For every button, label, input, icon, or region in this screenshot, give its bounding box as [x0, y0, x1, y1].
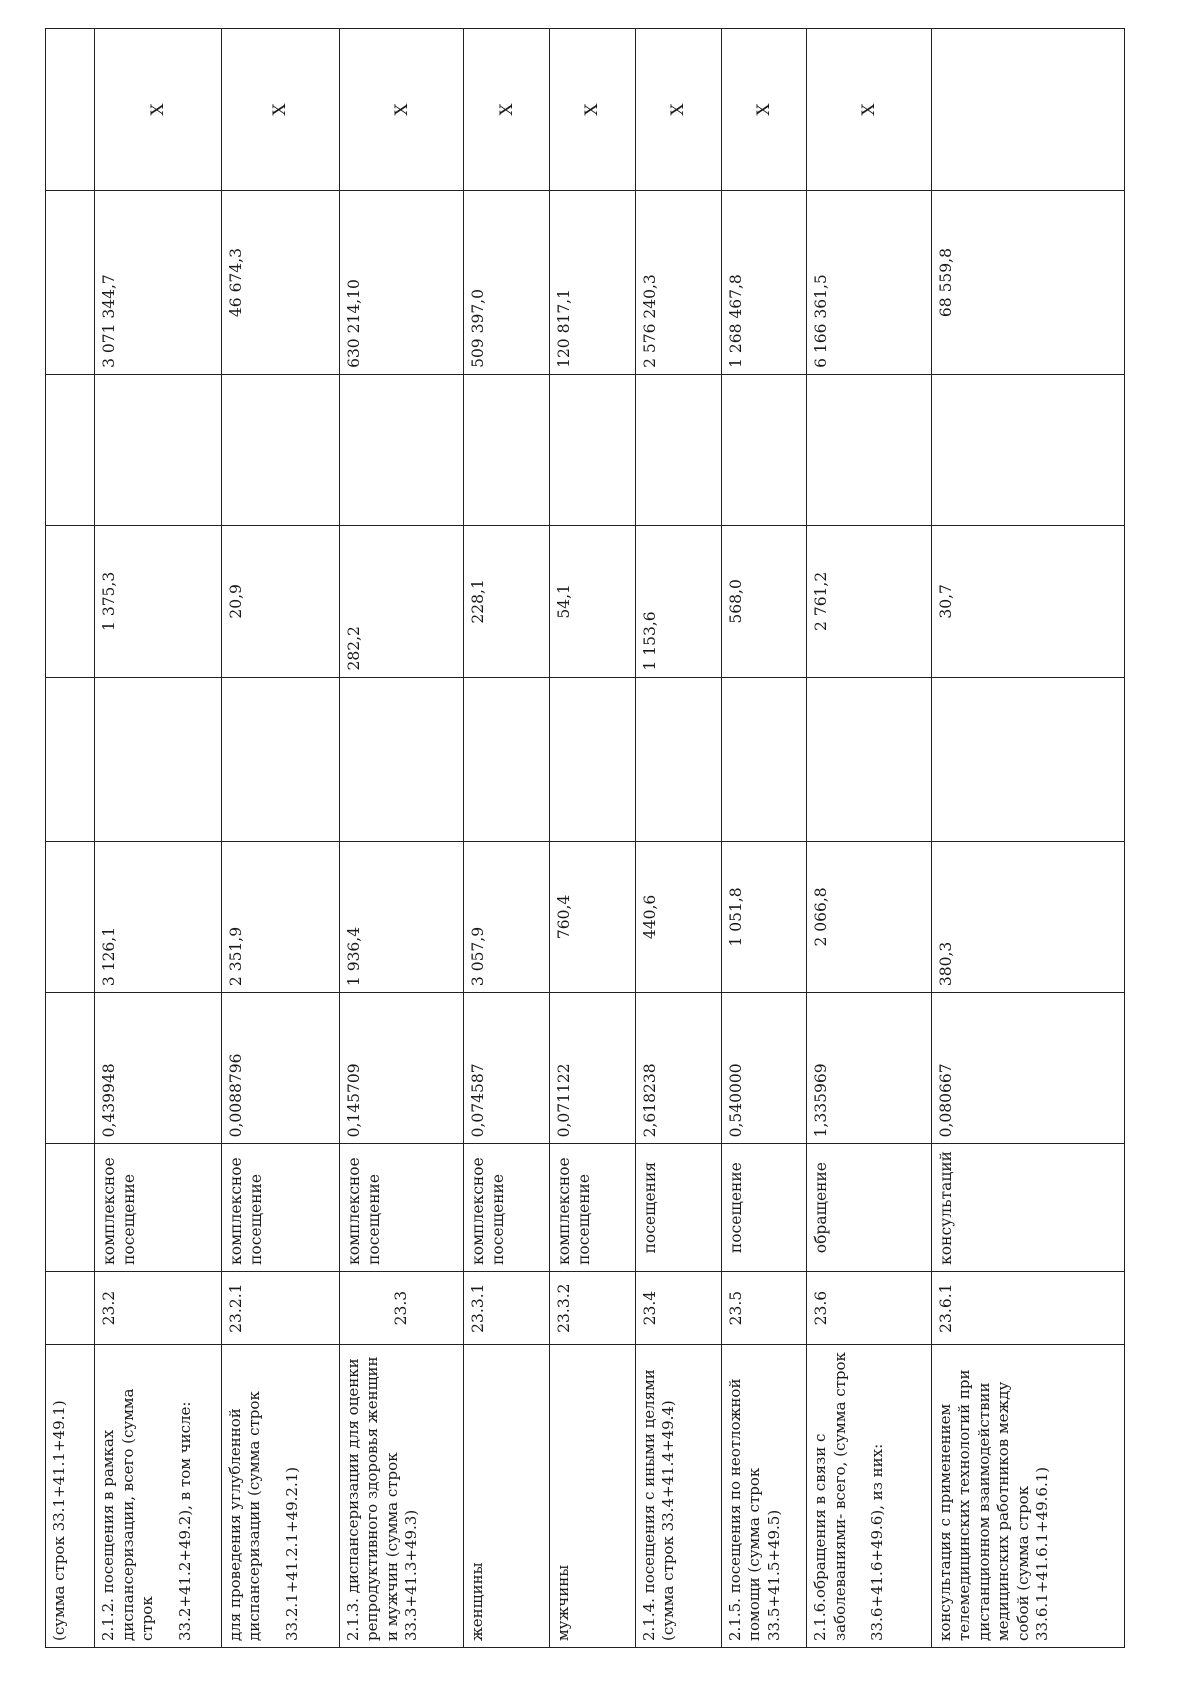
- row-cost: 2 066,8: [807, 841, 931, 992]
- row-norm: 0,080667: [931, 993, 1124, 1144]
- row-unit: комплексное посещение: [464, 1144, 550, 1272]
- row-total: 630 214,10: [339, 191, 463, 375]
- row-total: 2 576 240,3: [635, 191, 721, 375]
- row-c8: [550, 374, 636, 525]
- row-code: 23.3: [339, 1271, 463, 1344]
- row-c8: [807, 374, 931, 525]
- row-total: 46 674,3: [221, 191, 339, 375]
- table-row: [46, 29, 95, 1648]
- rotated-page: [45, 28, 1125, 1648]
- row-name: 2.1.2. посещения в рамках диспансеризации, всего (сумма строк 33.2+41.2+49.2), в том числе:: [95, 1345, 222, 1648]
- row-mark: [931, 29, 1124, 191]
- row-norm: 0,439948: [95, 993, 222, 1144]
- row-fin: 54,1: [550, 526, 636, 677]
- row-fin: 228,1: [464, 526, 550, 677]
- row-mark: X: [339, 29, 463, 191]
- row-code: 23.3.1: [464, 1271, 550, 1344]
- row-total: 3 071 344,7: [95, 191, 222, 375]
- row-cost: 380,3: [931, 841, 1124, 992]
- row-name: 2.1.6.обращения в связи с заболеваниями- всего, (сумма строк 33.6+41.6+49.6), из них:: [807, 1345, 931, 1648]
- row-mark: X: [721, 29, 807, 191]
- row-fin: 2 761,2: [807, 526, 931, 677]
- row-cost: 760,4: [550, 841, 636, 992]
- row-total: 1 268 467,8: [721, 191, 807, 375]
- row-c6: [221, 677, 339, 841]
- row-code: 23.2.1: [221, 1271, 339, 1344]
- row-c8: [95, 374, 222, 525]
- table-row: [95, 29, 222, 1648]
- row-c8: [464, 374, 550, 525]
- row-unit: посещения: [635, 1144, 721, 1272]
- row-cost: 2 351,9: [221, 841, 339, 992]
- row-norm: 0,540000: [721, 993, 807, 1144]
- row-cost: 1 051,8: [721, 841, 807, 992]
- row-mark: X: [550, 29, 636, 191]
- row-name: для проведения углубленной диспансеризации (сумма строк 33.2.1+41.2.1+49.2.1): [221, 1345, 339, 1648]
- row-c6: [46, 677, 95, 841]
- row-c6: [635, 677, 721, 841]
- table-row: [464, 29, 550, 1648]
- row-code: 23.6: [807, 1271, 931, 1344]
- row-fin: 20,9: [221, 526, 339, 677]
- row-name: мужчины: [550, 1345, 636, 1648]
- row-norm: 0,145709: [339, 993, 463, 1144]
- row-total: 120 817,1: [550, 191, 636, 375]
- row-fin: 30,7: [931, 526, 1124, 677]
- row-total: 68 559,8: [931, 191, 1124, 375]
- row-norm: 0,0088796: [221, 993, 339, 1144]
- table-row: [635, 29, 721, 1648]
- row-fin: 568,0: [721, 526, 807, 677]
- row-unit: [46, 1144, 95, 1272]
- row-cost: 3 126,1: [95, 841, 222, 992]
- row-c6: [807, 677, 931, 841]
- row-fin: [46, 526, 95, 677]
- row-cost: 3 057,9: [464, 841, 550, 992]
- row-fin: 1 153,6: [635, 526, 721, 677]
- row-code: 23.5: [721, 1271, 807, 1344]
- row-mark: X: [807, 29, 931, 191]
- row-fin: 282,2: [339, 526, 463, 677]
- row-cost: 1 936,4: [339, 841, 463, 992]
- row-mark: X: [221, 29, 339, 191]
- row-cost: 440,6: [635, 841, 721, 992]
- row-name: (сумма строк 33.1+41.1+49.1): [46, 1345, 95, 1648]
- row-total: 6 166 361,5: [807, 191, 931, 375]
- row-c8: [339, 374, 463, 525]
- row-c6: [550, 677, 636, 841]
- row-c6: [95, 677, 222, 841]
- row-norm: 1,335969: [807, 993, 931, 1144]
- row-code: 23.2: [95, 1271, 222, 1344]
- row-unit: комплексное посещение: [221, 1144, 339, 1272]
- row-c6: [931, 677, 1124, 841]
- table-row: [221, 29, 339, 1648]
- table-row: [339, 29, 463, 1648]
- row-c8: [721, 374, 807, 525]
- row-unit: комплексное посещение: [339, 1144, 463, 1272]
- row-total: 509 397,0: [464, 191, 550, 375]
- row-code: 23.6.1: [931, 1271, 1124, 1344]
- row-name: женщины: [464, 1345, 550, 1648]
- row-mark: [46, 29, 95, 191]
- row-mark: X: [95, 29, 222, 191]
- row-name: 2.1.4. посещения с иными целями (сумма строк 33.4+41.4+49.4): [635, 1345, 721, 1648]
- row-c6: [464, 677, 550, 841]
- row-unit: комплексное посещение: [95, 1144, 222, 1272]
- row-name: консультация с применением телемедицинских технологий при дистанционном взаимодействии медицинских работников между собой (сумма строк 33.6.1+41.6.1+49.6.1): [931, 1345, 1124, 1648]
- row-code: 23.4: [635, 1271, 721, 1344]
- row-code: 23.3.2: [550, 1271, 636, 1344]
- table-row: [807, 29, 931, 1648]
- row-norm: 0,074587: [464, 993, 550, 1144]
- row-name: 2.1.3. диспансеризации для оценки репродуктивного здоровья женщин и мужчин (сумма строк 33.3+41.3+49.3): [339, 1345, 463, 1648]
- table-row: [931, 29, 1124, 1648]
- row-unit: посещение: [721, 1144, 807, 1272]
- row-unit: комплексное посещение: [550, 1144, 636, 1272]
- row-name: 2.1.5. посещения по неотложной помощи (сумма строк 33.5+41.5+49.5): [721, 1345, 807, 1648]
- row-unit: обращение: [807, 1144, 931, 1272]
- row-c6: [339, 677, 463, 841]
- row-mark: X: [464, 29, 550, 191]
- row-norm: 0,071122: [550, 993, 636, 1144]
- row-c8: [221, 374, 339, 525]
- row-norm: [46, 993, 95, 1144]
- table-row: [721, 29, 807, 1648]
- row-c8: [931, 374, 1124, 525]
- row-fin: 1 375,3: [95, 526, 222, 677]
- row-unit: консультаций: [931, 1144, 1124, 1272]
- row-c6: [721, 677, 807, 841]
- tariff-table: [45, 28, 1125, 1648]
- row-code: [46, 1271, 95, 1344]
- row-cost: [46, 841, 95, 992]
- row-c8: [46, 374, 95, 525]
- row-mark: X: [635, 29, 721, 191]
- table-row: [550, 29, 636, 1648]
- row-total: [46, 191, 95, 375]
- row-c8: [635, 374, 721, 525]
- row-norm: 2,618238: [635, 993, 721, 1144]
